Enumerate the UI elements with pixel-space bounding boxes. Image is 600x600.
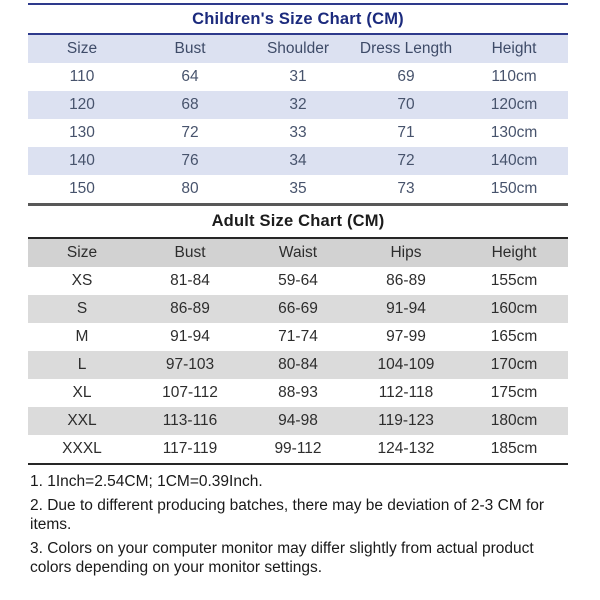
table-cell: XS xyxy=(71,272,93,289)
table-cell: 88-93 xyxy=(278,384,318,401)
table-cell: 117-119 xyxy=(162,440,218,457)
table-cell: 91-94 xyxy=(170,328,210,345)
children-chart-title: Children's Size Chart (CM) xyxy=(192,10,404,28)
column-header: Waist xyxy=(244,239,352,267)
table-cell: 175cm xyxy=(490,384,538,401)
table-cell: 32 xyxy=(244,91,352,119)
table-cell: 71-74 xyxy=(278,328,318,345)
table-cell: 150cm xyxy=(490,180,538,197)
column-header: Shoulder xyxy=(244,35,352,63)
table-cell: 69 xyxy=(397,68,415,85)
table-cell: 113-116 xyxy=(136,407,244,435)
column-header: Size xyxy=(28,239,136,267)
table-cell: 76 xyxy=(136,147,244,175)
table-row xyxy=(28,351,568,379)
column-header: Bust xyxy=(136,239,244,267)
children-table-body xyxy=(28,63,568,203)
table-cell: XXXL xyxy=(62,440,102,457)
table-cell: 64 xyxy=(181,68,199,85)
table-cell: 71 xyxy=(397,124,415,141)
table-cell: 34 xyxy=(244,147,352,175)
table-cell: 80-84 xyxy=(244,351,352,379)
table-cell: L xyxy=(28,351,136,379)
table-cell: 80 xyxy=(181,180,199,197)
table-cell: 155cm xyxy=(490,272,538,289)
table-cell: 110 xyxy=(69,68,95,85)
table-cell: 185cm xyxy=(490,440,538,457)
table-cell: 94-98 xyxy=(244,407,352,435)
table-cell: 170cm xyxy=(460,351,568,379)
size-chart-sheet xyxy=(28,3,568,582)
table-row xyxy=(28,295,568,323)
column-header: Dress Length xyxy=(352,35,460,63)
note: 2. Due to different producing batches, there may be deviation of 2-3 CM for items. xyxy=(30,497,545,533)
table-row xyxy=(28,435,568,463)
table-cell: 97-99 xyxy=(386,328,426,345)
table-cell: XL xyxy=(72,384,92,401)
table-cell: XXL xyxy=(28,407,136,435)
table-row xyxy=(28,407,568,435)
table-cell: 124-132 xyxy=(377,440,435,457)
table-cell: 70 xyxy=(352,91,460,119)
column-header: Size xyxy=(28,35,136,63)
note: 3. Colors on your computer monitor may differ slightly from actual product colors depending on your monitor settings. xyxy=(30,540,534,576)
table-cell: 86-89 xyxy=(136,295,244,323)
column-header: Height xyxy=(460,239,568,267)
table-cell: 104-109 xyxy=(352,351,460,379)
adult-header-row xyxy=(28,239,568,267)
table-row xyxy=(28,267,568,295)
table-cell: 140 xyxy=(28,147,136,175)
table-cell: 86-89 xyxy=(386,272,426,289)
adult-size-table xyxy=(28,239,568,463)
table-cell: 73 xyxy=(397,180,415,197)
table-cell: 150 xyxy=(69,180,95,197)
footnotes xyxy=(28,472,565,577)
table-cell: 33 xyxy=(289,124,307,141)
table-cell: 130cm xyxy=(490,124,538,141)
table-cell: 81-84 xyxy=(170,272,210,289)
table-cell: 180cm xyxy=(460,407,568,435)
adult-table-body xyxy=(28,267,568,463)
table-row xyxy=(28,379,568,407)
table-row xyxy=(28,175,568,203)
table-cell: 112-118 xyxy=(378,384,434,401)
table-cell: 140cm xyxy=(460,147,568,175)
table-cell: 120 xyxy=(28,91,136,119)
table-cell: 72 xyxy=(181,124,199,141)
table-cell: 110cm xyxy=(491,68,537,85)
children-header-row xyxy=(28,35,568,63)
children-size-table xyxy=(28,35,568,203)
note: 1. 1Inch=2.54CM; 1CM=0.39Inch. xyxy=(30,473,263,490)
table-cell: 68 xyxy=(136,91,244,119)
table-cell: 35 xyxy=(289,180,307,197)
table-cell: 91-94 xyxy=(352,295,460,323)
table-row xyxy=(28,63,568,91)
table-cell: 72 xyxy=(352,147,460,175)
table-cell: 160cm xyxy=(460,295,568,323)
table-cell: 59-64 xyxy=(278,272,318,289)
table-cell: 107-112 xyxy=(162,384,218,401)
column-header: Bust xyxy=(136,35,244,63)
table-cell: 120cm xyxy=(460,91,568,119)
table-cell: 119-123 xyxy=(352,407,460,435)
table-row xyxy=(28,147,568,175)
table-cell: 130 xyxy=(69,124,95,141)
column-header: Height xyxy=(460,35,568,63)
table-cell: 99-112 xyxy=(274,440,322,457)
table-row xyxy=(28,91,568,119)
adult-chart-title: Adult Size Chart (CM) xyxy=(211,212,385,230)
table-row xyxy=(28,119,568,147)
table-row xyxy=(28,323,568,351)
notes-top-rule xyxy=(28,463,568,465)
table-cell: S xyxy=(28,295,136,323)
table-cell: 165cm xyxy=(490,328,538,345)
table-cell: M xyxy=(75,328,89,345)
table-cell: 66-69 xyxy=(244,295,352,323)
column-header: Hips xyxy=(352,239,460,267)
table-cell: 97-103 xyxy=(136,351,244,379)
table-cell: 31 xyxy=(289,68,307,85)
